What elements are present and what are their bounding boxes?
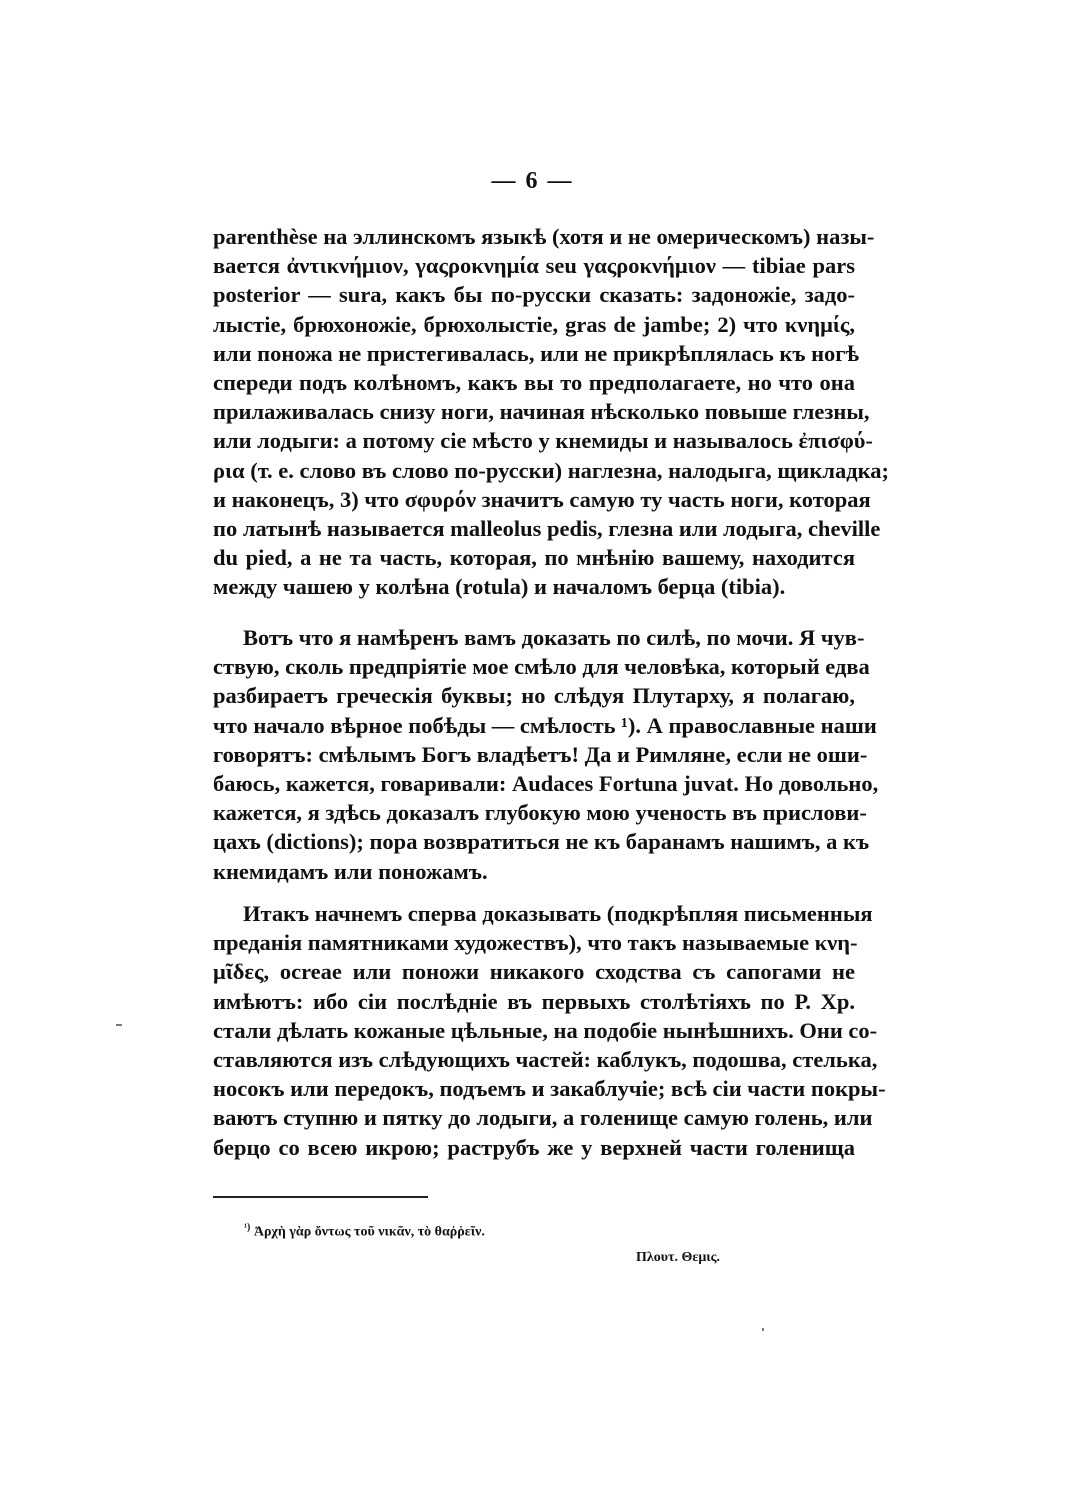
scan-speck: [762, 1328, 764, 1331]
footnote-divider: [213, 1196, 428, 1198]
text-line: баюсь, кажется, говаривали: Audaces Fortuna juvat. Но довольно,: [213, 770, 879, 796]
text-line: разбираетъ греческія буквы; но слѣдуя Плутарху, я полагаю,: [213, 683, 855, 709]
text-line: μῖδες, ocreae или поножи никакого сходства съ сапогами не: [213, 959, 855, 985]
text-line: ствую, сколь предпріятіе мое смѣло для человѣка, который едва: [213, 654, 870, 680]
footnote-text: Ἀρχὴ γὰρ ὄντως τοῦ νικᾶν, τὸ θαῤῥεῖν.: [253, 1224, 485, 1240]
text-line: ρια (т. е. слово въ слово по-русски) наглезна, налодыга, щикладка;: [213, 457, 889, 483]
text-line: ставляются изъ слѣдующихъ частей: каблукъ, подошва, стелька,: [213, 1046, 878, 1072]
scan-speck: [116, 1024, 122, 1026]
paragraph-2: [213, 623, 879, 886]
text-line: стали дѣлать кожаные цѣльные, на подобіе нынѣшнихъ. Они со-: [213, 1017, 878, 1043]
text-line: лыстіе, брюхоножіе, брюхолыстіе, gras de jambe; 2) что κνημίς,: [213, 311, 855, 337]
text-line: и наконецъ, 3) что σφυρόν значитъ самую ту часть ноги, которая: [213, 486, 871, 512]
text-line: говорятъ: смѣлымъ Богъ владѣетъ! Да и Римляне, если не оши-: [213, 741, 868, 767]
text-line: преданія памятниками художествъ), что такъ называемые κνη-: [213, 930, 858, 956]
text-line: спереди подъ колѣномъ, какъ вы то предполагаете, но что она: [213, 369, 855, 395]
text-line: цахъ (dictions); пора возвратиться не къ баранамъ нашимъ, а къ: [213, 829, 870, 855]
paragraph-3: [213, 899, 886, 1162]
paragraph-1: [213, 222, 889, 601]
page-number: — 6 —: [491, 168, 574, 194]
text-line: прилаживалась снизу ноги, начиная нѣсколько повыше глезны,: [213, 399, 870, 425]
text-line: берцо со всею икрою; раструбъ же у верхней части голенища: [213, 1134, 855, 1160]
text-line: Итакъ начнемъ сперва доказывать (подкрѣпляя письменныя: [243, 901, 873, 926]
text-line: posterior — sura, какъ бы по-русски сказать: задоножіе, задо-: [213, 282, 855, 308]
text-line: между чашею у колѣна (rotula) и началомъ берца (tibia).: [213, 574, 786, 600]
text-line: кнемидамъ или поножамъ.: [213, 858, 488, 884]
text-line: носокъ или передокъ, подъемъ и закаблучіе; всѣ сіи части покры-: [213, 1076, 886, 1102]
text-line: по латынѣ называется malleolus pedis, глезна или лодыга, cheville: [213, 515, 881, 541]
text-line: имѣютъ: ибо сіи послѣдніе въ первыхъ столѣтіяхъ по Р. Хр.: [213, 988, 855, 1014]
footnote-source: Πλουτ. Θεμις.: [636, 1250, 721, 1265]
text-line: Вотъ что я намѣренъ вамъ доказать по силѣ, по мочи. Я чув-: [243, 625, 865, 650]
text-line: parenthèse на эллинскомъ языкѣ (хотя и не омерическомъ) назы-: [213, 224, 875, 249]
text-line: ваютъ ступню и пятку до лодыги, а голенище самую голень, или: [213, 1105, 873, 1131]
text-line: или поножа не пристегивалась, или не прикрѣплялась къ ногѣ: [213, 340, 860, 366]
text-line: вается ἀντικνήμιον, γαςροκνημία seu γαςροκνήμιον — tibiae pars: [213, 253, 855, 279]
text-line: du pied, а не та часть, которая, по мнѣнію вашему, находится: [213, 545, 855, 571]
footnote-marker: ¹): [244, 1222, 251, 1233]
text-line: или лодыги: а потому сіе мѣсто у кнемиды и называлось ἐπισφύ-: [213, 428, 873, 454]
text-line: кажется, я здѣсь доказалъ глубокую мою ученость въ прислови-: [213, 800, 867, 826]
text-line: что начало вѣрное побѣды — смѣлость ¹). А православные наши: [213, 712, 877, 738]
footnote: [244, 1222, 485, 1241]
